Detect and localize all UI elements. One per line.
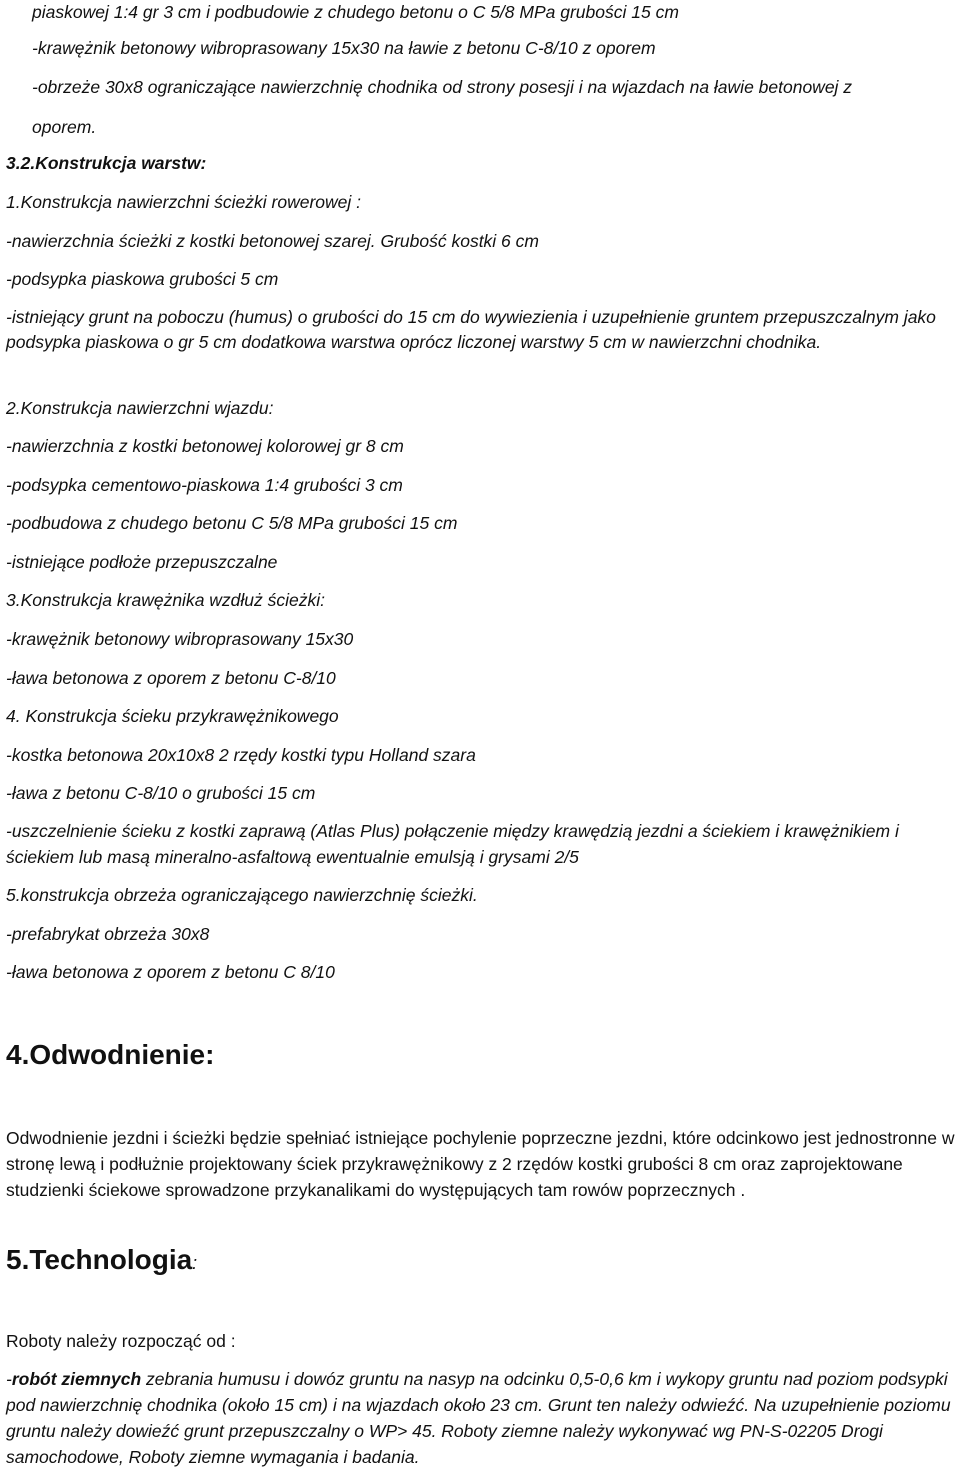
text-line: piaskowej 1:4 gr 3 cm i podbudowie z chudego betonu o C 5/8 MPa grubości 15 cm [32,2,679,22]
subsection-heading: 5.konstrukcja obrzeża ograniczającego nawierzchnię ścieżki. [6,885,478,905]
text-line: -podsypka cementowo-piaskowa 1:4 grubości 3 cm [6,475,403,495]
text-line: -krawężnik betonowy wibroprasowany 15x30 na ławie z betonu C-8/10 z oporem [32,38,656,58]
roboty-bold-term: robót ziemnych [11,1369,142,1389]
text-line: -nawierzchnia z kostki betonowej kolorowej gr 8 cm [6,436,404,456]
chapter-heading-colon: : [192,1253,198,1273]
subsection-heading: 2.Konstrukcja nawierzchni wjazdu: [6,398,274,418]
text-line: -kostka betonowa 20x10x8 2 rzędy kostki typu Holland szara [6,745,476,765]
text-line: -ława betonowa z oporem z betonu C-8/10 [6,668,336,688]
section-heading: 3.2.Konstrukcja warstw: [6,153,207,173]
subsection-heading: 4. Konstrukcja ścieku przykrawężnikowego [6,706,339,726]
roboty-paragraph [6,1366,956,1470]
roboty-intro: Roboty należy rozpocząć od : [6,1331,236,1351]
subsection-heading: 3.Konstrukcja krawężnika wzdłuż ścieżki: [6,590,326,610]
text-line: -obrzeże 30x8 ograniczające nawierzchnię chodnika od strony posesji i na wjazdach na ławie betonowej z [32,77,853,97]
text-paragraph: -uszczelnienie ścieku z kostki zaprawą (Atlas Plus) połączenie między krawędzią jezdni a ściekiem i krawężnikiem i ściekiem lub masą mineralno-asfaltową ewentualnie emulsją i grysami 2/5 [6,821,899,867]
text-line: -prefabrykat obrzeża 30x8 [6,924,210,944]
text-line: -ława z betonu C-8/10 o grubości 15 cm [6,783,316,803]
chapter-heading-technologia-text: 5.Technologia [6,1244,193,1275]
chapter-heading-technologia [6,1243,197,1280]
text-line: -podbudowa z chudego betonu C 5/8 MPa grubości 15 cm [6,513,458,533]
text-line: oporem. [32,117,97,137]
text-line: -nawierzchnia ścieżki z kostki betonowej szarej. Grubość kostki 6 cm [6,231,539,251]
roboty-text: zebrania humusu i dowóz gruntu na nasyp na odcinku 0,5-0,6 km i wykopy gruntu nad poziom podsypki pod nawierzchnię chodnika (około 15 cm) i na wjazdach około 23 cm. Grunt ten należy odwieźć. Na uzupełnienie poziomu gruntu należy dowieźć grunt przepuszczalny o WP> 45. Roboty ziemne należy wykonywać wg PN-S-02205 Drogi samochodowe, Roboty ziemne wymagania i badania. [6,1369,951,1467]
roboty-dash: - [6,1369,12,1389]
odwodnienie-paragraph: Odwodnienie jezdni i ścieżki będzie spełniać istniejące pochylenie poprzeczne jezdni, które odcinkowo jest jednostronne w stronę lewą i podłużnie projektowany ściek przykrawężnikowy z 2 rzędów kostki grubości 8 cm oraz zaprojektowane studzienki ściekowe sprowadzone przykanalikami do występujących tam rowów poprzecznych . [6,1128,955,1200]
text-line: -podsypka piaskowa grubości 5 cm [6,269,279,289]
chapter-heading-odwodnienie: 4.Odwodnienie: [6,1039,215,1070]
text-line: -ława betonowa z oporem z betonu C 8/10 [6,962,335,982]
text-line: -istniejące podłoże przepuszczalne [6,552,278,572]
subsection-heading: 1.Konstrukcja nawierzchni ścieżki rowerowej : [6,192,361,212]
text-paragraph: -istniejący grunt na poboczu (humus) o grubości do 15 cm do wywiezienia i uzupełnienie gruntem przepuszczalnym jako podsypka piaskowa o gr 5 cm dodatkowa warstwa oprócz liczonej warstwy 5 cm w nawierzchni chodnika. [6,307,936,352]
text-line: -krawężnik betonowy wibroprasowany 15x30 [6,629,354,649]
